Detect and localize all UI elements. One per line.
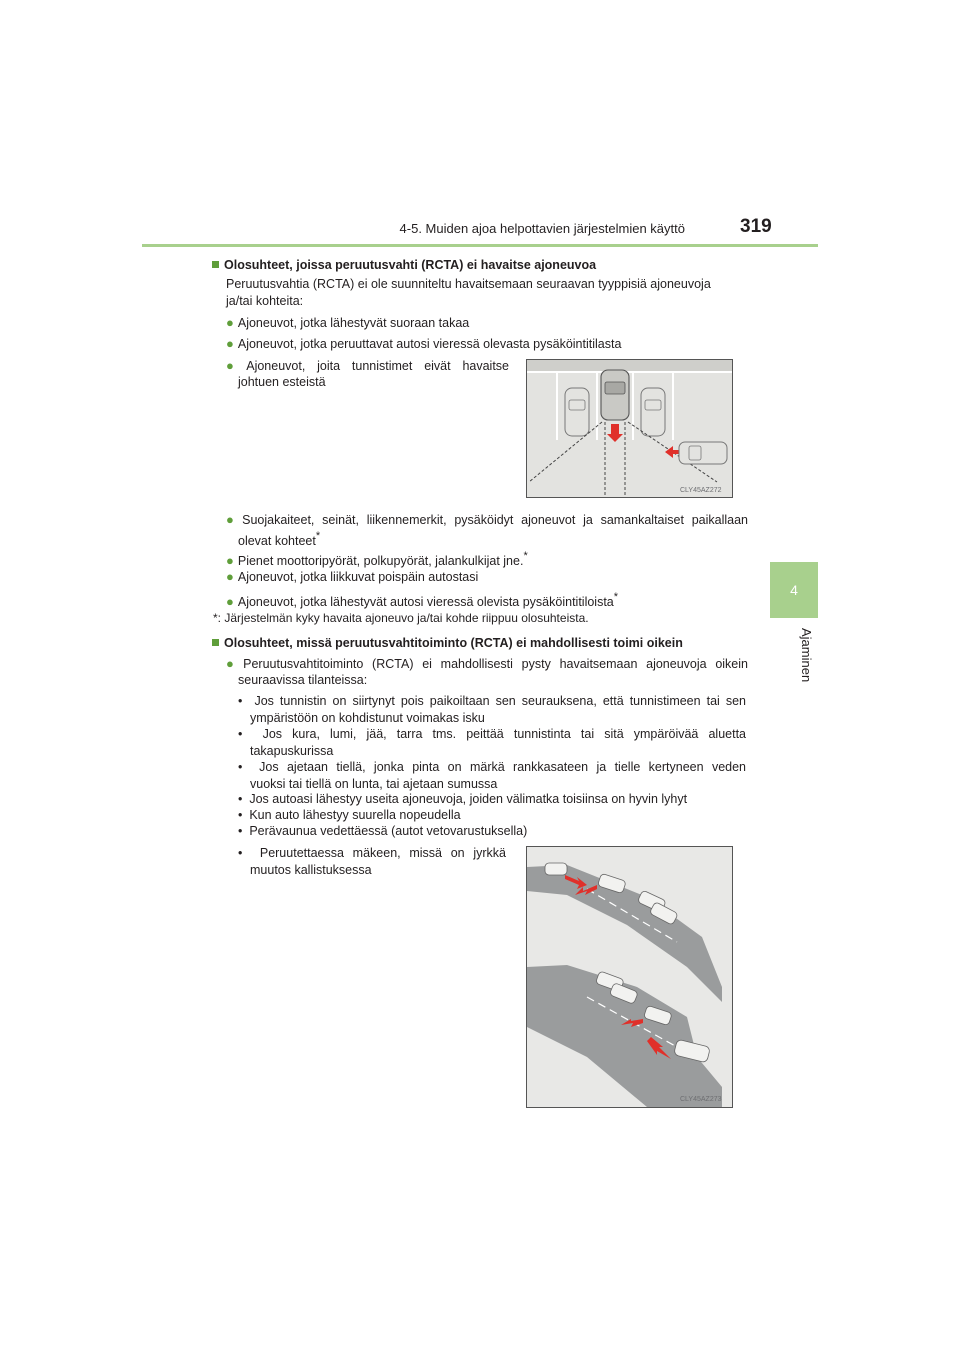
list-item: ● Ajoneuvot, jotka lähestyvät suoraan takaa	[226, 315, 470, 330]
list-item: ● Ajoneuvot, jotka lähestyvät autosi vieressä olevista pysäköintitiloista*	[226, 591, 619, 609]
sub-list-item: • Jos tunnistin on siirtynyt pois paikoiltaan sen seurauksena, että tunnistimeen tai sen ympäristöön on kohdistunut voimakas isku	[238, 694, 746, 725]
asterisk-mark: *	[613, 591, 619, 603]
list-item: ● Ajoneuvot, jotka liikkuvat poispäin autostasi	[226, 569, 479, 584]
footnote-mark: *:	[213, 611, 222, 625]
sub-bullet-mark: •	[238, 846, 243, 860]
list-item-continuation: seuraavissa tilanteissa:	[238, 673, 368, 687]
chapter-number: 4	[790, 582, 798, 598]
section2-heading: Olosuhteet, missä peruutusvahtitoiminto (RCTA) ei mahdollisesti toimi oikein	[212, 635, 683, 652]
round-bullet-icon: ●	[226, 315, 234, 330]
page-number: 319	[740, 216, 772, 237]
sub-list-item: • Jos kura, lumi, jää, tarra tms. peittää tunnistinta tai sitä ympäröivää aluetta takapuskurissa	[238, 727, 746, 758]
chapter-label: Ajaminen	[799, 628, 814, 683]
section1-intro-line2: ja/tai kohteita:	[226, 294, 304, 308]
footnote: *: Järjestelmän kyky havaita ajoneuvo ja/tai kohde riippuu olosuhteista.	[213, 611, 589, 625]
round-bullet-icon: ●	[226, 358, 243, 373]
sub-bullet-mark: •	[238, 694, 243, 708]
header-rule	[142, 244, 818, 247]
square-bullet-icon	[212, 261, 219, 268]
section1-heading: Olosuhteet, joissa peruutusvahti (RCTA) ei havaitse ajoneuvoa	[212, 257, 596, 274]
sub-list-item: • Jos autoasi lähestyy useita ajoneuvoja, joiden välimatka toisiinsa on hyvin lyhyt	[238, 792, 688, 806]
round-bullet-icon: ●	[226, 336, 234, 351]
figure2-code: CLY45AZ273	[680, 1096, 722, 1103]
round-bullet-icon: ●	[226, 594, 234, 609]
round-bullet-icon: ●	[226, 512, 239, 527]
list-item: ● Peruutusvahtitoiminto (RCTA) ei mahdollisesti pysty havaitsemaan ajoneuvoja oikein	[226, 656, 748, 671]
sub-list-item: • Kun auto lähestyy suurella nopeudella	[238, 808, 461, 822]
list-item: ● Pienet moottoripyörät, polkupyörät, jalankulkijat jne.*	[226, 550, 528, 568]
slope-ramps-illustration	[527, 847, 732, 1107]
figure-slope-ramps	[526, 846, 733, 1108]
list-item: ● Ajoneuvot, joita tunnistimet eivät havaitse	[226, 358, 510, 373]
sub-bullet-mark: •	[238, 792, 243, 806]
chapter-tab	[770, 562, 818, 618]
square-bullet-icon	[212, 639, 219, 646]
section1-intro-line1: Peruutusvahtia (RCTA) ei ole suunniteltu havaitsemaan seuraavan tyyppisiä ajoneuvoja	[226, 277, 711, 291]
sub-bullet-mark: •	[238, 727, 243, 741]
figure1-code: CLY45AZ272	[680, 487, 722, 494]
sub-bullet-mark: •	[238, 808, 243, 822]
asterisk-mark: *	[315, 530, 321, 542]
sub-list-item: • Peruutettaessa mäkeen, missä on jyrkkä muutos kallistuksessa	[238, 846, 506, 877]
round-bullet-icon: ●	[226, 569, 234, 584]
asterisk-mark: *	[523, 550, 528, 562]
figure-parking-lot	[526, 359, 733, 498]
list-item: ● Ajoneuvot, jotka peruuttavat autosi vieressä olevasta pysäköintitilasta	[226, 336, 622, 351]
list-item: ● Suojakaiteet, seinät, liikennemerkit, pysäköidyt ajoneuvot ja samankaltaiset paikallaan	[226, 512, 748, 527]
list-item-continuation: olevat kohteet*	[238, 530, 321, 548]
parking-lot-illustration	[527, 360, 732, 497]
sub-bullet-mark: •	[238, 760, 243, 774]
section-title: 4-5. Muiden ajoa helpottavien järjestelmien käyttö	[399, 221, 685, 236]
sub-bullet-mark: •	[238, 824, 243, 838]
list-item-continuation: johtuen esteistä	[238, 375, 326, 389]
round-bullet-icon: ●	[226, 656, 240, 671]
sub-list-item: • Perävaunua vedettäessä (autot vetovarustuksella)	[238, 824, 528, 838]
sub-list-item: • Jos ajetaan tiellä, jonka pinta on märkä rankkasateen ja tielle kertyneen veden vuoksi tai tiellä on lunta, tai ajetaan sumussa	[238, 760, 747, 791]
round-bullet-icon: ●	[226, 553, 234, 568]
